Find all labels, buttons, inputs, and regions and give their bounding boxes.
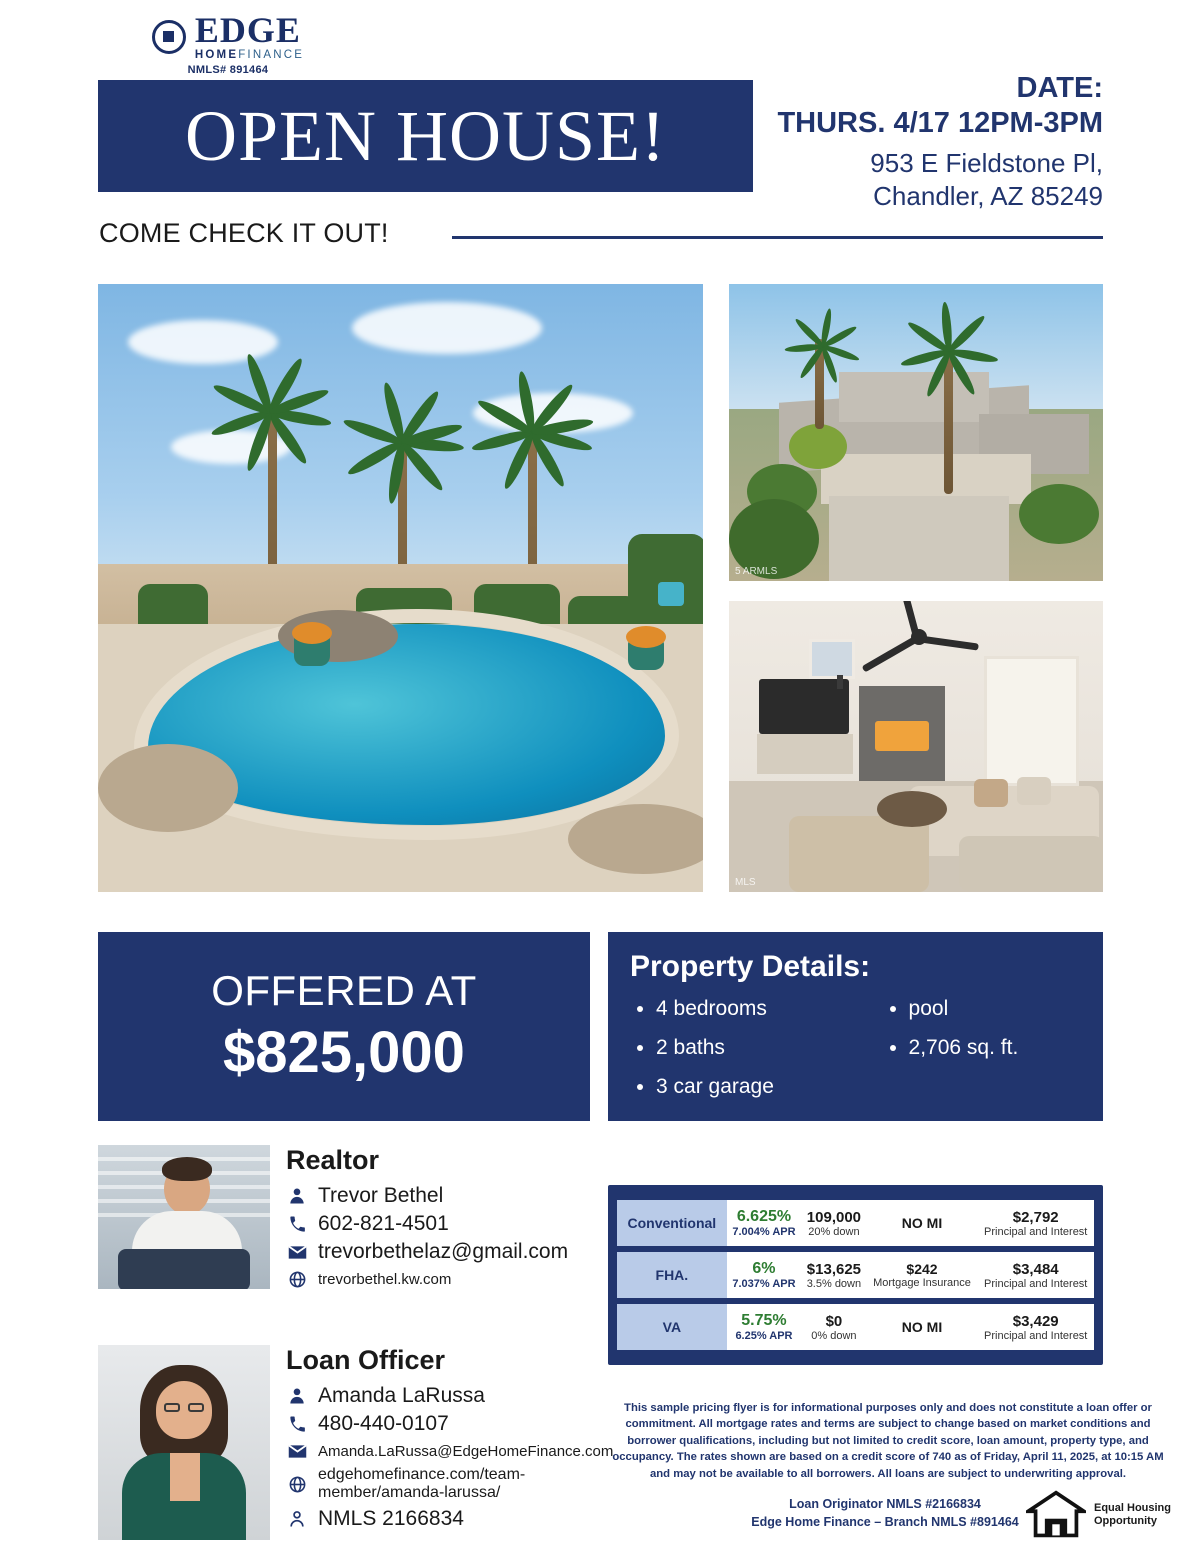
- rate-cell: [727, 1252, 802, 1298]
- property-details-box: [608, 932, 1103, 1121]
- realtor-contact-card: [98, 1145, 568, 1294]
- mortgage-insurance-cell: [867, 1200, 978, 1246]
- loan-officer-website-row[interactable]: [286, 1466, 613, 1503]
- table-row: [617, 1304, 1094, 1350]
- program-name: VA: [617, 1304, 727, 1350]
- price-label: OFFERED AT: [211, 967, 477, 1014]
- list-item: • 3 car garage: [656, 1068, 883, 1107]
- list-item: • 2,706 sq. ft.: [909, 1029, 1019, 1068]
- program-name: Conventional: [617, 1200, 727, 1246]
- down-amount: 109,000: [806, 1208, 862, 1226]
- property-details-title: Property Details:: [630, 950, 871, 983]
- aerial-photo: [729, 284, 1103, 581]
- loan-officer-phone: 480-440-0107: [318, 1412, 449, 1435]
- property-details-column-b: [883, 990, 1019, 1107]
- list-item: • 4 bedrooms: [656, 990, 883, 1029]
- realtor-name-row: [286, 1184, 568, 1208]
- payment-cell: [977, 1200, 1094, 1246]
- list-item: • pool: [909, 990, 1019, 1029]
- loan-officer-website: [318, 1466, 525, 1503]
- brand-subtitle-home: HOME: [194, 49, 239, 61]
- brand-subtitle-finance: FINANCE: [238, 49, 305, 61]
- rate-table: [608, 1185, 1103, 1365]
- edge-logo-icon: [152, 20, 186, 54]
- down-payment-cell: [801, 1252, 866, 1298]
- edge-home-finance-logo: [98, 12, 358, 74]
- loan-officer-email-row[interactable]: [286, 1440, 613, 1462]
- rate-value: 5.75%: [741, 1312, 787, 1329]
- realtor-website: trevorbethel.kw.com: [318, 1270, 452, 1288]
- payment-note: Principal and Interest: [984, 1225, 1088, 1238]
- price-box: [98, 932, 590, 1121]
- brand-subtitle: [195, 50, 304, 62]
- loan-originator-nmls: Loan Originator NMLS #2166834: [789, 1497, 981, 1511]
- living-room-photo: [729, 601, 1103, 892]
- mi-value: NO MI: [901, 1319, 943, 1335]
- rate-value: 6%: [752, 1260, 776, 1277]
- payment-value: $3,484: [1012, 1260, 1059, 1278]
- brand-nmls: NMLS# 891464: [187, 63, 269, 76]
- program-name: FHA.: [617, 1252, 727, 1298]
- payment-value: $2,792: [1012, 1208, 1059, 1226]
- mortgage-insurance-cell: [867, 1252, 978, 1298]
- down-note: 20% down: [808, 1225, 860, 1238]
- open-house-banner: [98, 80, 753, 192]
- rate-cell: [727, 1200, 802, 1246]
- apr-value: 7.037% APR: [732, 1278, 796, 1290]
- payment-value: $3,429: [1012, 1312, 1059, 1330]
- date-label: DATE:: [1016, 72, 1103, 104]
- footer-nmls-block: [690, 1495, 1080, 1531]
- property-details-column-a: [630, 990, 883, 1107]
- mi-note: Mortgage Insurance: [873, 1277, 971, 1289]
- date-block: [673, 72, 1103, 212]
- realtor-name: Trevor Bethel: [318, 1184, 444, 1207]
- banner-title: OPEN HOUSE!: [184, 95, 666, 176]
- realtor-phone: 602-821-4501: [318, 1212, 449, 1235]
- realtor-phone-row[interactable]: [286, 1212, 568, 1236]
- equal-housing-line1: Equal Housing: [1094, 1501, 1171, 1514]
- aerial-photo-watermark: 5 ARMLS: [735, 566, 778, 577]
- realtor-email: trevorbethelaz@gmail.com: [318, 1240, 569, 1263]
- realtor-avatar: [98, 1145, 270, 1289]
- branch-nmls: Edge Home Finance – Branch NMLS #891464: [751, 1515, 1019, 1530]
- email-icon: [286, 1241, 308, 1263]
- brand-name: EDGE: [194, 10, 301, 50]
- realtor-website-row[interactable]: [286, 1268, 568, 1290]
- down-payment-cell: [801, 1200, 866, 1246]
- loan-officer-email: Amanda.LaRussa@EdgeHomeFinance.com: [318, 1442, 614, 1460]
- table-row: [617, 1252, 1094, 1298]
- loan-officer-nmls: NMLS 2166834: [318, 1506, 464, 1530]
- loan-officer-name-row: [286, 1384, 613, 1408]
- header-divider: [452, 236, 1103, 239]
- payment-note: Principal and Interest: [984, 1277, 1088, 1290]
- globe-icon: [286, 1473, 308, 1495]
- loan-officer-role: Loan Officer: [286, 1345, 446, 1375]
- realtor-role: Realtor: [286, 1145, 380, 1175]
- equal-housing-icon: [1026, 1489, 1086, 1541]
- disclaimer-text: This sample pricing flyer is for informational purposes only and does not constitute a loan offer or commitment. All mortgage rates and terms are subject to change based on market conditions and borrower qualifications, including but not limited to credit score, loan amount, property type, and occupancy. The rates shown are based on a credit score of 740 as of Friday, April 11, 2025, at 10:15 AM and may not be available to all borrowers. All loans are subject to underwriting approval.: [612, 1402, 1164, 1480]
- price-value: $825,000: [223, 1020, 465, 1085]
- loan-officer-name: Amanda LaRussa: [318, 1384, 485, 1407]
- payment-note: Principal and Interest: [984, 1329, 1088, 1342]
- payment-cell: [977, 1252, 1094, 1298]
- equal-housing-block: [1026, 1489, 1171, 1541]
- phone-icon: [286, 1413, 308, 1435]
- down-note: 0% down: [811, 1329, 857, 1342]
- rate-value: 6.625%: [736, 1208, 792, 1225]
- loan-officer-nmls-row: [286, 1507, 613, 1531]
- mortgage-insurance-cell: [867, 1304, 978, 1350]
- loan-officer-website-line2: member/amanda-larussa/: [318, 1484, 501, 1502]
- email-icon: [286, 1440, 308, 1462]
- rate-cell: [727, 1304, 802, 1350]
- payment-cell: [977, 1304, 1094, 1350]
- loan-officer-avatar: [98, 1345, 270, 1540]
- loan-officer-website-line1: edgehomefinance.com/team-: [318, 1466, 526, 1483]
- down-payment-cell: [801, 1304, 866, 1350]
- mi-value: $242: [906, 1261, 938, 1277]
- loan-officer-phone-row[interactable]: [286, 1412, 613, 1436]
- mi-value: NO MI: [901, 1215, 943, 1231]
- table-row: [617, 1200, 1094, 1246]
- globe-icon: [286, 1268, 308, 1290]
- loan-officer-contact-card: [98, 1345, 613, 1540]
- phone-icon: [286, 1213, 308, 1235]
- person-icon: [286, 1385, 308, 1407]
- apr-value: 7.004% APR: [732, 1226, 796, 1238]
- tagline: COME CHECK IT OUT!: [99, 218, 389, 248]
- address-line-2: Chandler, AZ 85249: [873, 180, 1103, 211]
- pool-photo: [98, 284, 703, 892]
- person-badge-icon: [286, 1508, 308, 1530]
- down-amount: $13,625: [806, 1260, 862, 1278]
- equal-housing-line2: Opportunity: [1094, 1515, 1157, 1527]
- realtor-email-row[interactable]: [286, 1240, 568, 1264]
- down-note: 3.5% down: [806, 1277, 862, 1290]
- living-photo-watermark: MLS: [735, 877, 756, 888]
- date-value: THURS. 4/17 12PM-3PM: [777, 107, 1103, 140]
- address-line-1: 953 E Fieldstone Pl,: [870, 148, 1103, 179]
- list-item: • 2 baths: [656, 1029, 883, 1068]
- apr-value: 6.25% APR: [735, 1330, 793, 1342]
- down-amount: $0: [825, 1312, 843, 1330]
- person-icon: [286, 1185, 308, 1207]
